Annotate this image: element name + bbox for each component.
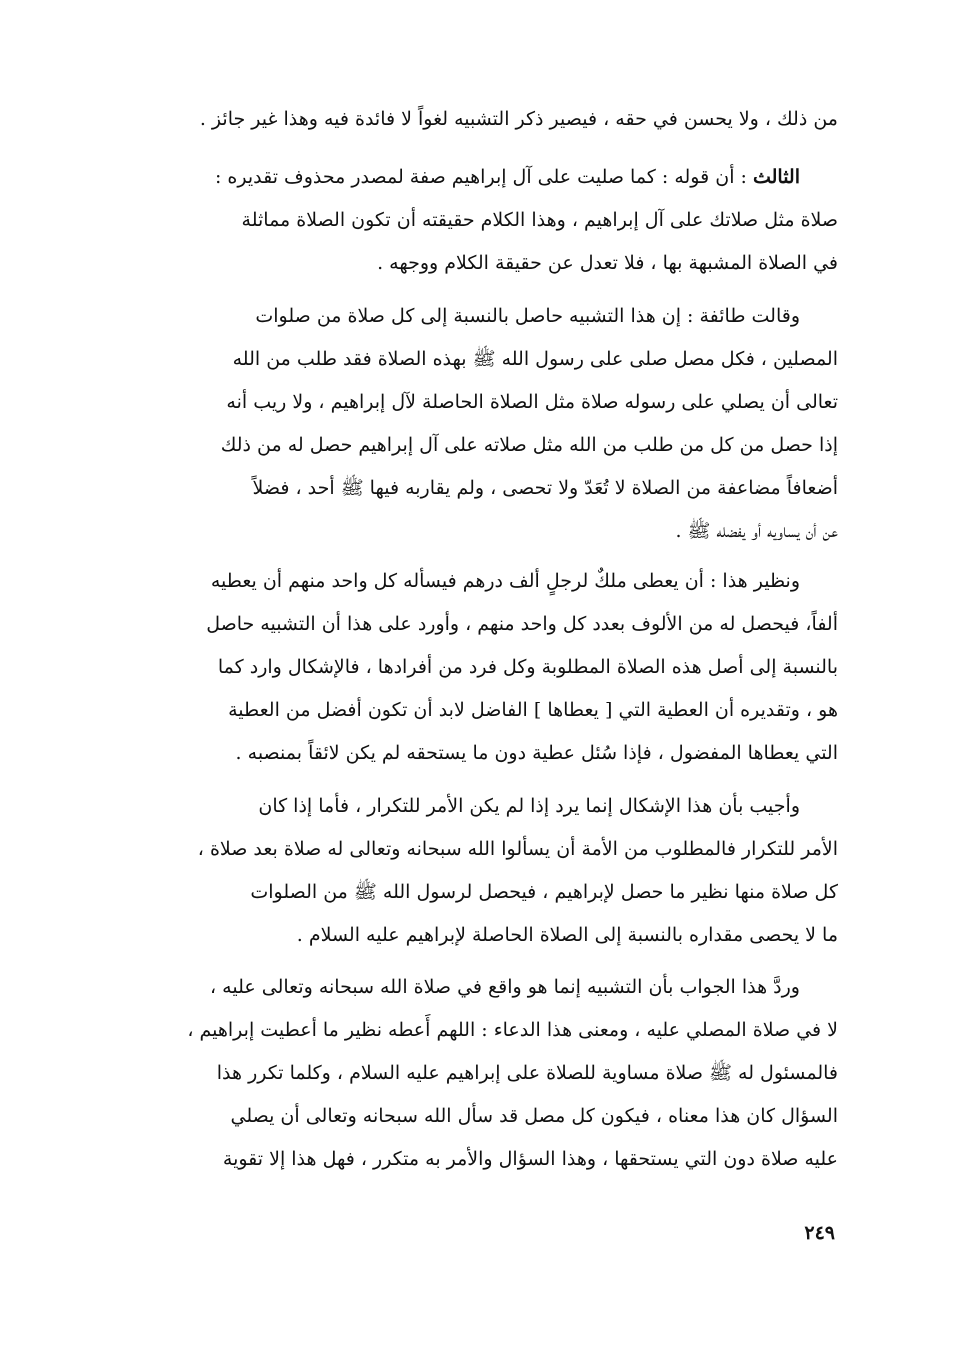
text-line: التي يعطاها المفضول ، فإذا سُئل عطية دون ما يستحقه لم يكن لائقاً بمنصبه .: [235, 742, 838, 764]
text-line: هو ، وتقديره أن العطية التي [ يعطاها ] الفاضل لابد أن تكون أفضل من العطية: [228, 699, 838, 721]
text-line: لا في صلاة المصلي عليه ، ومعنى هذا الدعاء : اللهم أَعطه نظير ما أعطيت إبراهيم ،: [187, 1019, 838, 1041]
text-line: السؤال كان هذا معناه ، فيكون كل مصل قد سأل الله سبحانه وتعالى أن يصلي: [230, 1105, 838, 1127]
text-line: بالنسبة إلى أصل هذه الصلاة المطلوبة وكل فرد من أفرادها ، فالإشكال وارد كما: [217, 656, 838, 678]
text-line: كل صلاة منها نظير ما حصل لإبراهيم ، فيحصل لرسول الله ﷺ من الصلوات: [250, 881, 838, 903]
paragraph-4: [118, 560, 838, 775]
paragraph-1: [118, 98, 838, 141]
text-line: إذا حصل من كل من طلب من الله مثل صلاته على آل إبراهيم حصل له من ذلك: [220, 434, 838, 456]
paragraph-3: [118, 295, 838, 553]
paragraph-5: [118, 785, 838, 957]
text-line: في الصلاة المشبهة بها ، فلا تعدل عن حقيقة الكلام ووجهه .: [377, 252, 838, 274]
text-line: ما لا يحصى مقداره بالنسبة إلى الصلاة الحاصلة لإبراهيم عليه السلام .: [296, 924, 838, 946]
text-line: [118, 156, 838, 199]
text-line: عليه صلاة دون التي يستحقها ، وهذا السؤال والأمر به متكرر ، فهل هذا إلا تقوية: [222, 1148, 838, 1170]
section-heading-third: الثالث: [752, 166, 800, 188]
text-line: وردَّ هذا الجواب بأن التشبيه إنما هو واقع في صلاة الله سبحانه وتعالى عليه ،: [209, 976, 800, 998]
text-line-rest: : أن قوله : كما صليت على آل إبراهيم صفة لمصدر محذوف تقديره :: [214, 166, 753, 188]
text-line: عن أن يساويه أو يفضله ﷺ .: [675, 520, 838, 542]
paragraph-6: [118, 966, 838, 1181]
text-line: المصلين ، فكل مصل صلى على رسول الله ﷺ بهذه الصلاة فقد طلب من الله: [232, 348, 838, 370]
text-line: الأمر للتكرار فالمطلوب من الأمة أن يسألوا الله سبحانه وتعالى له صلاة بعد صلاة ،: [197, 838, 838, 860]
text-line: ونظير هذا : أن يعطى ملكٌ لرجلٍ ألف درهم فيسأله كل واحد منهم أن يعطيه: [210, 570, 800, 592]
text-line: وأجيب بأن هذا الإشكال إنما يرد إذا لم يكن الأمر للتكرار ، فأما إذا كان: [258, 795, 800, 817]
text-line: فالمسئول له ﷺ صلاة مساوية للصلاة على إبراهيم عليه السلام ، وكلما تكرر هذا: [216, 1062, 838, 1084]
page-number: ٢٤٩: [804, 1222, 835, 1244]
text-line: تعالى أن يصلي على رسوله صلاة مثل الصلاة الحاصلة لآل إبراهيم ، ولا ريب أنه: [226, 391, 838, 413]
text-line: ألفاً، فيحصل له من الألوف بعدد كل واحد منهم ، وأورد على هذا أن التشبيه حاصل: [206, 613, 838, 635]
paragraph-2: [118, 156, 838, 285]
text-line: وقالت طائفة : إن هذا التشبيه حاصل بالنسبة إلى كل صلاة من صلوات: [255, 305, 800, 327]
text-line: أضعافاً مضاعفة من الصلاة لا تُعَدّ ولا تحصى ، ولم يقاربه فيها ﷺ أحد ، فضلاً: [252, 477, 838, 499]
text-line: صلاة مثل صلاتك على آل إبراهيم ، وهذا الكلام حقيقته أن تكون الصلاة مماثلة: [241, 209, 838, 231]
text-line: من ذلك ، ولا يحسن في حقه ، فيصير ذكر التشبيه لغواً لا فائدة فيه وهذا غير جائز .: [199, 108, 838, 130]
